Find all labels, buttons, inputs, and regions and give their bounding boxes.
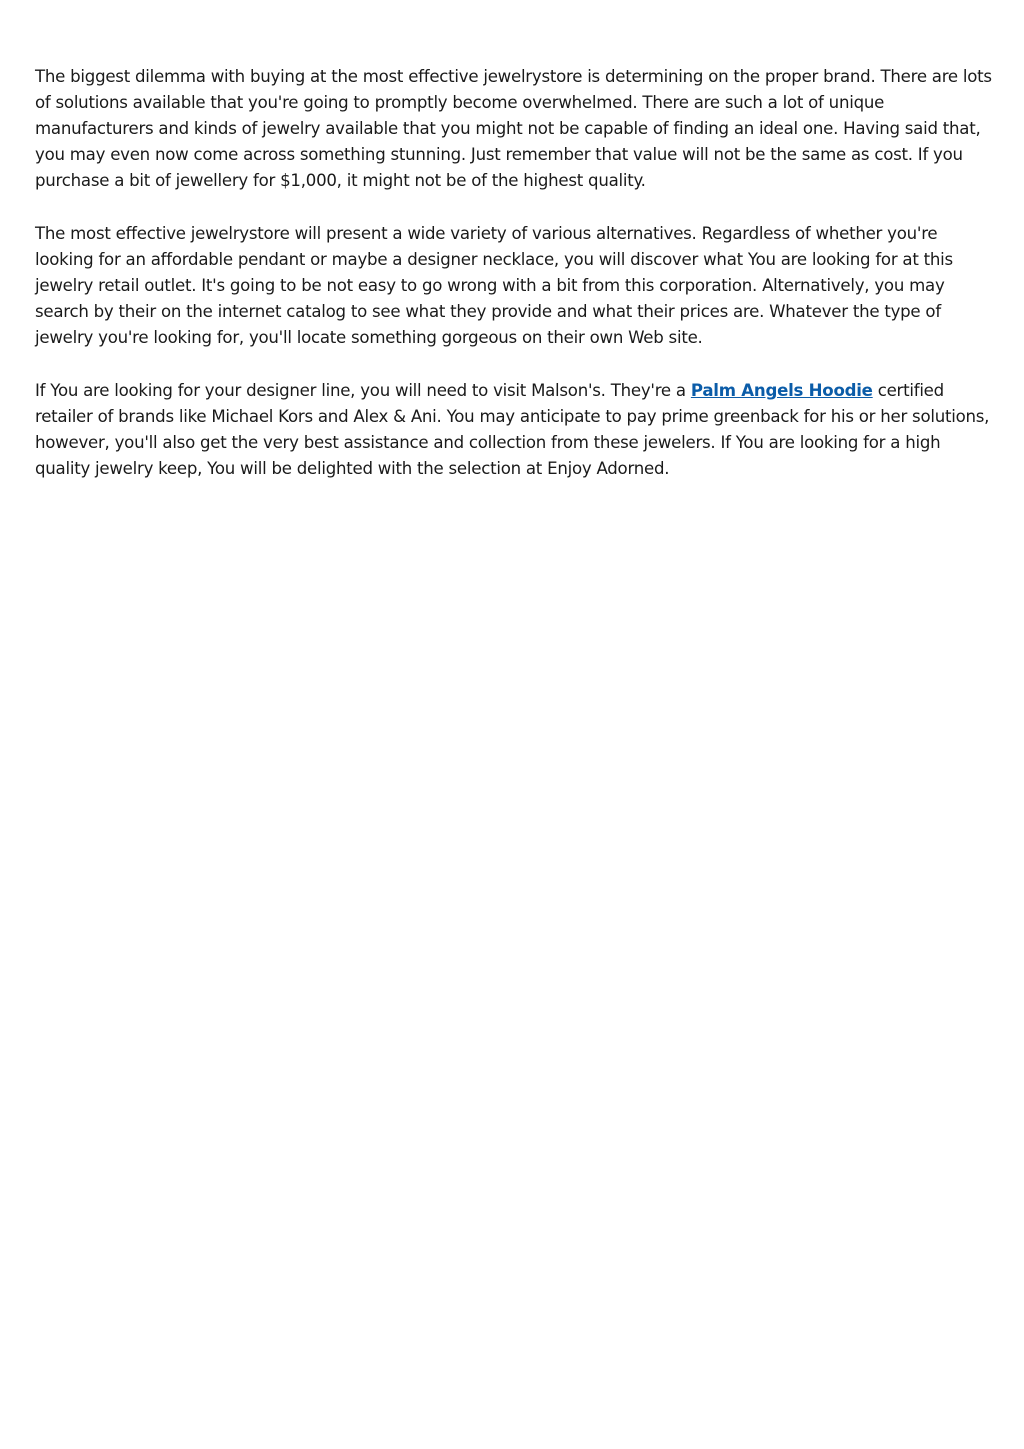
paragraph-2 — [35, 221, 995, 351]
paragraph-1-text: The biggest dilemma with buying at the most effective jewelrystore is determining on the proper brand. There are lots of solutions available that you're going to promptly become overwhelmed. There are such a lot of unique manufacturers and kinds of jewelry available that you might not be capable of finding an ideal one. Having said that, you may even now come across something stunning. Just remember that value will not be the same as cost. If you purchase a bit of jewellery for $1,000, it might not be of the highest quality. — [35, 67, 992, 190]
document-body — [35, 64, 995, 509]
palm-angels-hoodie-link[interactable]: Palm Angels Hoodie — [690, 381, 873, 400]
paragraph-3 — [35, 378, 995, 482]
paragraph-3-text-start: If You are looking for your designer line, you will need to visit Malson's. They're a — [35, 381, 691, 400]
paragraph-2-text: The most effective jewelrystore will present a wide variety of various alternatives. Regardless of whether you're looking for an affordable pendant or maybe a designer necklace, you will discover what You are looking for at this jewelry retail outlet. It's going to be not easy to go wrong with a bit from this corporation. Alternatively, you may search by their on the internet catalog to see what they provide and what their prices are. Whatever the type of jewelry you're looking for, you'll locate something gorgeous on their own Web site. — [35, 224, 953, 347]
paragraph-3-text-end: certified retailer of brands like Michael Kors and Alex & Ani. You may anticipate to pay prime greenback for his or her solutions, however, you'll also get the very best assistance and collection from these jewelers. If You are looking for a high quality jewelry keep, You will be delighted with the selection at Enjoy Adorned. — [35, 381, 990, 478]
paragraph-1 — [35, 64, 995, 194]
